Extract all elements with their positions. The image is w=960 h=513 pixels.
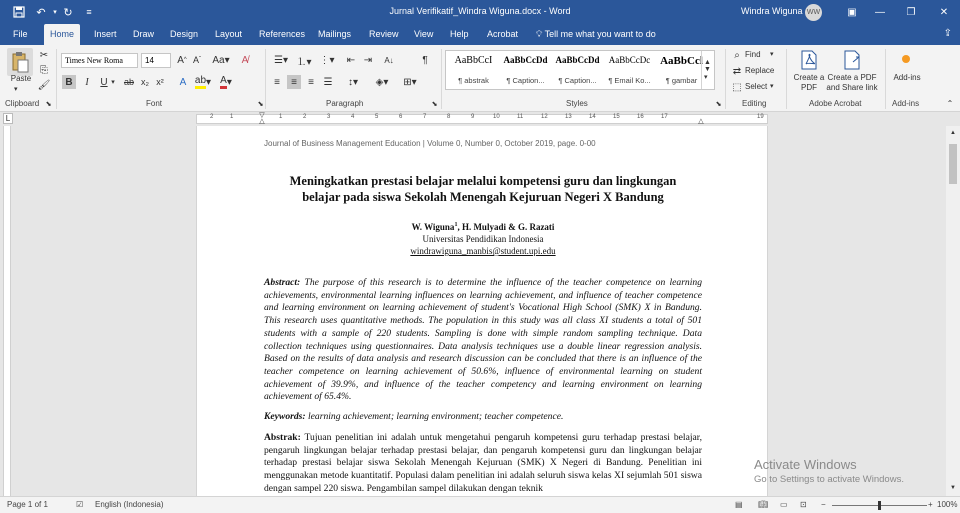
tab-draw[interactable]: Draw: [133, 29, 155, 39]
italic-icon[interactable]: I: [85, 76, 89, 88]
undo-dropdown-icon[interactable]: ▾: [53, 9, 57, 16]
tell-me-box[interactable]: [536, 24, 656, 45]
group-font: Font: [146, 99, 163, 108]
group-adobe-acrobat: Adobe Acrobat: [809, 99, 862, 108]
group-styles: Styles: [566, 99, 588, 108]
cut-icon[interactable]: ✂: [39, 49, 49, 61]
underline-icon[interactable]: U: [100, 76, 108, 88]
restore-icon[interactable]: ❐: [906, 6, 916, 18]
styles-launcher-icon[interactable]: ⬊: [715, 100, 722, 108]
style-item[interactable]: AaBbCcDd ¶ Caption...: [555, 55, 600, 85]
zoom-slider-thumb[interactable]: [878, 501, 881, 510]
avatar[interactable]: WW: [805, 4, 822, 21]
find-dropdown-icon[interactable]: ▾: [770, 51, 774, 58]
subscript-icon[interactable]: x₂: [141, 77, 149, 87]
abstract-text: The purpose of this research is to determine the influence of the teacher competence on learning achievements, environmental learning influences on learning achievement, and influence of teacher competence and learning environment on learning achievement of student's Vocational High School (SMK) X in Bandung. This research uses quantitative methods. The population in this study was all class XI students a total of 501 students with a sample of 220 students. Sampling is done with simple random sampling technique. Data collection techniques using questionnaires. Data analysis techniques use a double linear regression analysis. Based on the results of data analysis and research discussion can be concluded that there is an influence of the teacher competence on learning achievement of 50.6%, influence of environmental learning on student achievement of 39.9%, and influence of the teacher competency and learning environment on learning achievement of 65.4%.: [264, 277, 702, 403]
title-bar: [0, 0, 960, 24]
abstract-paragraph: [264, 277, 702, 404]
tab-review[interactable]: Review: [369, 29, 399, 39]
tab-acrobat[interactable]: Acrobat: [487, 29, 519, 39]
shrink-font-icon[interactable]: A ˇ: [192, 55, 201, 65]
add-ins-icon[interactable]: [900, 53, 912, 65]
email-link[interactable]: windrawiguna_manbis@student.upi.edu: [410, 246, 556, 256]
select-button[interactable]: Select: [745, 82, 768, 91]
find-icon[interactable]: ⌕: [734, 49, 740, 61]
shading-icon[interactable]: ◈▾: [375, 76, 389, 88]
close-icon[interactable]: ✕: [939, 6, 949, 18]
align-center-icon[interactable]: ≡: [287, 75, 301, 89]
create-pdf-icon[interactable]: [799, 49, 819, 71]
group-clipboard: Clipboard: [5, 99, 40, 108]
bullets-icon[interactable]: ☰▾: [274, 54, 288, 66]
indent-marker-icon[interactable]: ▽ △: [259, 112, 265, 125]
keywords-label: Keywords:: [264, 411, 306, 422]
author-superscript: 1: [454, 222, 458, 228]
multilevel-list-icon[interactable]: ⋮▾: [319, 54, 335, 66]
abstract-label: Abstract:: [264, 277, 301, 288]
superscript-icon[interactable]: x²: [156, 77, 164, 87]
change-case-icon[interactable]: Aa▾: [212, 54, 230, 66]
undo-icon[interactable]: ↶: [36, 6, 46, 19]
font-size-select[interactable]: 14: [141, 53, 171, 68]
scroll-up-icon[interactable]: ▲: [950, 130, 956, 136]
styles-gallery: [445, 50, 715, 90]
authors-block: [237, 219, 729, 257]
tab-view[interactable]: View: [414, 29, 434, 39]
replace-icon[interactable]: ⇄: [732, 65, 742, 77]
create-share-icon[interactable]: [843, 49, 863, 71]
clear-formatting-icon[interactable]: A̸: [241, 54, 249, 66]
vertical-ruler: [0, 126, 14, 496]
styles-more-icon[interactable]: ▲ ▼ ▾: [701, 51, 713, 89]
tab-help[interactable]: Help: [450, 29, 469, 39]
style-item[interactable]: AaBbCcDc ¶ Email Ko...: [608, 55, 651, 85]
affiliation: Universitas Pendidikan Indonesia: [422, 234, 544, 244]
tab-layout[interactable]: Layout: [215, 29, 243, 39]
focus-mode-icon[interactable]: ▤: [735, 500, 743, 509]
paste-dropdown-icon[interactable]: ▾: [14, 86, 18, 93]
minimize-icon[interactable]: —: [875, 6, 885, 18]
abstrak-text: Tujuan penelitian ini adalah untuk mengetahui pengaruh kompetensi guru terhadap prestasi belajar, pengaruh lingkungan belajar terhadap prestasi belajar, dan pengaruh kompetensi guru dan lingkungan belajar terhadap prestasi belajar siswa Sekolah Menengah Kejuruan (SMK) X Negeri di Bandung. Penelitian ini menggunakan metode kuantitatif. Populasi dalam penelitian ini adalah seluruh siswa kelas XI sejumlah 501 siswa dengan sampel 220 siswa. Pengambilan sampel dilakukan dengan teknik: [264, 432, 702, 494]
lightbulb-icon: 💡︎: [536, 29, 545, 39]
keywords-text: learning achievement; learning environment; teacher competence.: [307, 411, 564, 422]
ribbon-tabs: [0, 24, 960, 45]
tab-references[interactable]: References: [259, 29, 306, 39]
align-left-icon[interactable]: ≡: [274, 76, 280, 88]
replace-button[interactable]: Replace: [745, 66, 775, 75]
font-name-select[interactable]: Times New Roma: [61, 53, 138, 68]
zoom-out-icon[interactable]: −: [821, 500, 826, 509]
zoom-level[interactable]: 100%: [937, 500, 958, 509]
scroll-down-icon[interactable]: ▼: [950, 485, 956, 491]
scrollbar-thumb[interactable]: [949, 144, 957, 184]
customize-icon[interactable]: ≡: [86, 7, 92, 17]
share-icon[interactable]: ⇪: [943, 28, 952, 39]
create-share-button[interactable]: Create a PDF and Share link: [826, 73, 878, 92]
document-title-text[interactable]: Meningkatkan prestasi belajar melalui kompetensi guru dan lingkungan belajar pada siswa Sekolah Menengah Kejuruan Negeri X Bandung: [289, 174, 677, 204]
group-paragraph: Paragraph: [326, 99, 364, 108]
collapse-ribbon-icon[interactable]: ⌃: [946, 99, 954, 108]
vertical-scrollbar[interactable]: [946, 126, 960, 496]
tab-insert[interactable]: Insert: [94, 29, 117, 39]
justify-icon[interactable]: ☰: [323, 76, 333, 88]
print-layout-icon[interactable]: ▭: [780, 500, 788, 509]
abstrak-paragraph: [264, 432, 702, 496]
line-spacing-icon[interactable]: ↕▾: [347, 76, 359, 88]
page-count[interactable]: Page 1 of 1: [7, 500, 48, 509]
read-mode-icon[interactable]: 📖︎: [758, 500, 769, 509]
highlight-icon[interactable]: ab ▾: [194, 75, 212, 88]
right-indent-marker-icon[interactable]: △: [698, 118, 704, 125]
increase-indent-icon[interactable]: ⇥: [363, 54, 373, 66]
strikethrough-icon[interactable]: ab: [123, 77, 134, 87]
user-name[interactable]: Windra Wiguna: [741, 6, 803, 16]
document-title: Jurnal Verifikatif_Windra Wiguna.docx - Word: [389, 6, 571, 16]
group-add-ins: Add-ins: [892, 99, 920, 108]
proofing-icon[interactable]: ☑: [76, 500, 84, 509]
language[interactable]: English (Indonesia): [95, 500, 164, 509]
numbering-icon[interactable]: ⒈▾: [296, 56, 312, 68]
paste-icon[interactable]: [7, 48, 33, 76]
keywords-paragraph: [264, 411, 702, 424]
decrease-indent-icon[interactable]: ⇤: [346, 54, 356, 66]
style-item[interactable]: AaBbCcl ¶ gambar: [660, 55, 703, 85]
tab-mailings[interactable]: Mailings: [318, 29, 352, 39]
group-editing: Editing: [742, 99, 767, 108]
underline-dropdown-icon[interactable]: ▾: [111, 79, 115, 86]
authors-rest: , H. Mulyadi & G. Razati: [457, 222, 555, 232]
activate-windows-title: Activate Windows: [754, 457, 857, 472]
horizontal-ruler[interactable]: L 2 1 1 2 3 4 5 6 7 8 9 10 11 12 13 14 15 16 17 19 ▽ △ △: [0, 112, 960, 126]
authors-first: W. Wiguna: [411, 222, 455, 232]
web-layout-icon[interactable]: ⊡: [800, 500, 807, 509]
format-painter-icon[interactable]: 🖌︎: [37, 79, 51, 91]
copy-icon[interactable]: ⎘: [40, 64, 48, 76]
select-icon[interactable]: ⬚: [732, 81, 742, 93]
paragraph-launcher-icon[interactable]: ⬊: [431, 100, 438, 108]
style-item[interactable]: AaBbCcDd ¶ Caption...: [503, 55, 548, 85]
redo-icon[interactable]: ↻: [63, 6, 73, 19]
bold-icon[interactable]: B: [62, 75, 76, 89]
activate-windows-subtitle: Go to Settings to activate Windows.: [754, 474, 904, 485]
ribbon-display-icon[interactable]: ▣: [847, 6, 857, 18]
journal-header: Journal of Business Management Education | Volume 0, Number 0, October 2019, page. 0-00: [264, 139, 596, 148]
style-item[interactable]: AaBbCcI ¶ abstrak: [454, 55, 493, 85]
show-marks-icon[interactable]: ¶: [422, 54, 428, 66]
sort-icon[interactable]: A↓: [384, 55, 394, 65]
font-launcher-icon[interactable]: ⬊: [257, 100, 264, 108]
grow-font-icon[interactable]: A ^: [177, 54, 187, 66]
abstrak-label: Abstrak:: [264, 432, 301, 443]
status-bar: [0, 496, 960, 513]
zoom-in-icon[interactable]: +: [928, 500, 933, 509]
find-button[interactable]: Find: [745, 50, 761, 59]
tab-design[interactable]: Design: [170, 29, 199, 39]
create-pdf-button[interactable]: Create a PDF: [793, 73, 825, 92]
document-page[interactable]: [196, 126, 768, 496]
ribbon: [0, 45, 960, 112]
tab-file[interactable]: File: [13, 29, 28, 39]
add-ins-button[interactable]: Add-ins: [893, 73, 921, 82]
tell-me-text: Tell me what you want to do: [544, 29, 656, 39]
text-effects-icon[interactable]: A: [179, 76, 187, 88]
paste-label[interactable]: Paste: [10, 74, 32, 83]
tab-selector-icon[interactable]: L: [3, 113, 13, 124]
clipboard-launcher-icon[interactable]: ⬊: [45, 100, 52, 108]
tab-home[interactable]: Home: [44, 24, 80, 45]
font-color-icon[interactable]: A ▾: [220, 75, 232, 88]
align-right-icon[interactable]: ≡: [308, 76, 314, 88]
select-dropdown-icon[interactable]: ▾: [770, 83, 774, 90]
borders-icon[interactable]: ⊞▾: [403, 76, 417, 88]
